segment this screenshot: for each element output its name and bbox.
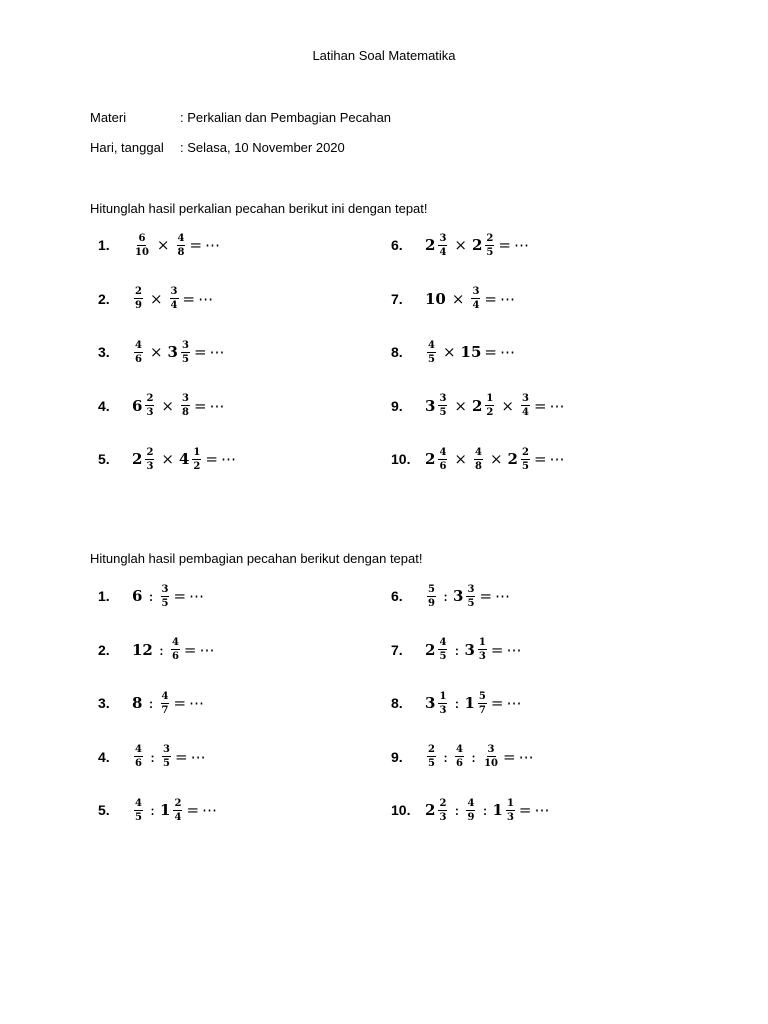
meta-value: : Selasa, 10 November 2020 [180, 140, 345, 155]
answer-ellipsis: ⋯ [220, 450, 237, 468]
numerator: 3 [170, 286, 178, 297]
numerator: 4 [161, 690, 169, 702]
equals-sign: = [193, 396, 207, 415]
meta-label: Materi [90, 110, 127, 125]
fraction [478, 691, 487, 716]
meta-materi [90, 110, 391, 125]
problem-number: 2. [98, 641, 110, 658]
problem-item [98, 630, 215, 670]
fraction [438, 447, 447, 472]
denominator: 5 [428, 353, 435, 365]
whole-number: 4 [178, 450, 190, 468]
denominator: 10 [484, 758, 498, 769]
problem-number: 6. [391, 588, 403, 604]
answer-ellipsis: ⋯ [190, 747, 207, 766]
equals-sign: = [173, 587, 187, 605]
fraction [455, 744, 464, 769]
fraction [134, 744, 143, 769]
whole-number: 15 [460, 343, 482, 361]
denominator: 5 [521, 460, 529, 472]
whole-number: 3 [453, 587, 464, 605]
problem-number: 9. [391, 748, 403, 765]
divide-operator: : [149, 747, 156, 766]
problem-expression [132, 798, 218, 823]
divide-operator: : [442, 587, 449, 605]
denominator: 2 [486, 407, 494, 418]
answer-ellipsis: ⋯ [209, 396, 226, 415]
problem-number: 2. [98, 290, 110, 307]
whole-number: 12 [132, 640, 153, 659]
problem-expression [132, 637, 215, 662]
problem-expression [425, 691, 522, 716]
problem-item [391, 225, 530, 265]
problem-number: 10. [391, 451, 411, 467]
problem-item [98, 225, 221, 265]
whole-number: 8 [132, 694, 143, 712]
answer-ellipsis: ⋯ [549, 450, 566, 468]
denominator: 5 [163, 758, 170, 769]
numerator: 1 [478, 637, 486, 648]
answer-ellipsis: ⋯ [513, 236, 530, 254]
whole-number: 6 [132, 587, 143, 605]
numerator: 4 [171, 637, 179, 648]
multiply-operator: × [454, 396, 467, 415]
problem-expression [132, 691, 205, 716]
numerator: 3 [439, 393, 447, 404]
problem-expression [425, 286, 516, 311]
fraction [177, 233, 186, 258]
problem-item [98, 737, 207, 777]
fraction [466, 584, 475, 609]
fraction [478, 637, 487, 662]
problem-item [391, 386, 566, 426]
problem-item [98, 790, 218, 830]
problem-item [391, 683, 522, 723]
problem-number: 6. [391, 237, 403, 253]
answer-ellipsis: ⋯ [500, 289, 516, 308]
fraction [466, 798, 475, 823]
denominator: 6 [456, 758, 463, 769]
problem-number: 3. [98, 695, 110, 711]
multiply-operator: × [156, 236, 170, 254]
problem-item [98, 683, 205, 723]
denominator: 3 [506, 811, 514, 823]
problem-number: 7. [391, 290, 403, 307]
problem-expression [132, 393, 226, 418]
divide-operator: : [442, 747, 449, 766]
denominator: 4 [174, 811, 182, 823]
equals-sign: = [186, 801, 200, 819]
equals-sign: = [484, 289, 497, 308]
denominator: 5 [181, 353, 189, 365]
denominator: 8 [474, 460, 482, 472]
equals-sign: = [479, 587, 493, 605]
problem-number: 1. [98, 588, 110, 604]
fraction [474, 447, 483, 472]
denominator: 3 [146, 460, 154, 472]
divide-operator: : [454, 801, 460, 819]
denominator: 9 [428, 597, 435, 609]
multiply-operator: × [442, 343, 456, 361]
divide-operator: : [454, 640, 460, 659]
divide-operator: : [158, 640, 164, 659]
problem-number: 3. [98, 344, 110, 360]
multiply-operator: × [454, 236, 467, 254]
fraction [134, 233, 150, 258]
numerator: 6 [138, 232, 146, 244]
numerator: 1 [439, 690, 447, 702]
whole-number: 3 [425, 396, 436, 415]
answer-ellipsis: ⋯ [205, 236, 222, 254]
whole-number: 2 [507, 450, 518, 468]
fraction [134, 340, 143, 365]
equals-sign: = [189, 236, 203, 254]
denominator: 5 [439, 651, 447, 662]
instruction-division: Hitunglah hasil pembagian pecahan berikut dengan tepat! [90, 551, 423, 566]
numerator: 3 [181, 393, 189, 404]
problem-item [391, 439, 566, 479]
numerator: 2 [146, 393, 154, 404]
problem-number: 9. [391, 397, 403, 414]
whole-number: 10 [425, 289, 446, 308]
denominator: 3 [478, 651, 486, 662]
fraction [134, 286, 143, 311]
fraction [506, 798, 515, 823]
answer-ellipsis: ⋯ [495, 587, 512, 605]
denominator: 8 [181, 407, 189, 418]
numerator: 4 [135, 744, 142, 755]
whole-number: 2 [425, 640, 436, 659]
numerator: 2 [174, 797, 182, 809]
multiply-operator: × [161, 396, 174, 415]
multiply-operator: × [451, 289, 465, 308]
meta-value: : Perkalian dan Pembagian Pecahan [180, 110, 392, 125]
meta-date [90, 140, 345, 155]
fraction [438, 233, 447, 258]
whole-number: 2 [425, 236, 436, 254]
fraction [438, 393, 447, 418]
fraction [173, 798, 182, 823]
denominator: 10 [135, 246, 149, 258]
answer-ellipsis: ⋯ [549, 396, 566, 415]
fraction [161, 691, 170, 716]
multiply-operator: × [489, 450, 503, 468]
denominator: 5 [486, 246, 494, 258]
answer-ellipsis: ⋯ [189, 587, 206, 605]
problem-item [391, 737, 535, 777]
page-title: Latihan Soal Matematika [312, 48, 456, 63]
whole-number: 1 [492, 801, 503, 819]
problem-item [98, 279, 214, 319]
problem-expression [425, 393, 566, 418]
numerator: 3 [181, 339, 189, 351]
answer-ellipsis: ⋯ [518, 747, 535, 766]
denominator: 5 [467, 597, 475, 609]
problem-number: 4. [98, 397, 110, 414]
problem-expression [132, 340, 226, 365]
numerator: 5 [428, 583, 435, 595]
fraction [170, 286, 179, 311]
numerator: 1 [506, 797, 514, 809]
numerator: 1 [193, 446, 201, 458]
instruction-multiplication: Hitunglah hasil perkalian pecahan berikut ini dengan tepat! [90, 201, 428, 216]
problem-number: 4. [98, 748, 110, 765]
numerator: 2 [439, 797, 447, 809]
answer-ellipsis: ⋯ [209, 343, 226, 361]
problem-expression [425, 584, 511, 609]
fraction [438, 691, 447, 716]
problem-item [98, 439, 237, 479]
equals-sign: = [484, 343, 497, 361]
whole-number: 1 [464, 694, 475, 712]
whole-number: 6 [132, 396, 143, 415]
fraction [134, 798, 143, 823]
problem-item [98, 332, 226, 372]
whole-number: 1 [160, 801, 171, 819]
numerator: 2 [486, 232, 494, 244]
problem-number: 8. [391, 344, 403, 360]
numerator: 3 [439, 232, 447, 244]
numerator: 3 [161, 583, 169, 595]
fraction [161, 584, 170, 609]
multiply-operator: × [161, 450, 174, 468]
numerator: 3 [472, 286, 480, 297]
fraction [427, 340, 436, 365]
problem-expression [425, 637, 522, 662]
numerator: 4 [135, 339, 142, 351]
denominator: 5 [439, 407, 447, 418]
numerator: 2 [521, 446, 529, 458]
equals-sign: = [205, 450, 218, 468]
whole-number: 3 [464, 640, 475, 659]
equals-sign: = [490, 640, 504, 659]
answer-ellipsis: ⋯ [500, 343, 516, 361]
answer-ellipsis: ⋯ [506, 694, 523, 712]
whole-number: 2 [425, 801, 436, 819]
multiply-operator: × [501, 396, 514, 415]
problem-item [98, 576, 205, 616]
problem-expression [132, 447, 237, 472]
numerator: 3 [487, 744, 495, 755]
numerator: 5 [478, 690, 486, 702]
problem-expression [425, 233, 530, 258]
numerator: 4 [135, 797, 142, 809]
denominator: 2 [193, 460, 201, 472]
numerator: 3 [521, 393, 529, 404]
equals-sign: = [533, 396, 547, 415]
denominator: 5 [428, 758, 435, 769]
denominator: 6 [135, 758, 142, 769]
answer-ellipsis: ⋯ [189, 694, 206, 712]
problem-expression [425, 447, 566, 472]
problem-number: 7. [391, 641, 403, 658]
numerator: 4 [439, 637, 447, 648]
problem-expression [132, 584, 205, 609]
divide-operator: : [149, 801, 156, 819]
divide-operator: : [148, 587, 154, 605]
numerator: 4 [456, 744, 463, 755]
problem-expression [132, 233, 221, 258]
divide-operator: : [454, 694, 460, 712]
equals-sign: = [173, 694, 187, 712]
whole-number: 3 [167, 343, 178, 361]
numerator: 4 [474, 446, 482, 458]
equals-sign: = [183, 640, 197, 659]
denominator: 5 [135, 811, 142, 823]
equals-sign: = [175, 747, 188, 766]
denominator: 3 [439, 704, 447, 716]
denominator: 6 [171, 651, 179, 662]
answer-ellipsis: ⋯ [202, 801, 219, 819]
answer-ellipsis: ⋯ [534, 801, 551, 819]
fraction [438, 637, 447, 662]
problem-item [391, 630, 522, 670]
whole-number: 2 [471, 396, 483, 415]
numerator: 4 [467, 797, 475, 809]
divide-operator: : [148, 694, 154, 712]
fraction [181, 340, 190, 365]
fraction [192, 447, 201, 472]
fraction [181, 393, 190, 418]
fraction [145, 447, 154, 472]
equals-sign: = [533, 450, 547, 468]
answer-ellipsis: ⋯ [506, 640, 523, 659]
problem-item [391, 332, 516, 372]
multiply-operator: × [454, 450, 467, 468]
problem-expression [132, 286, 214, 311]
denominator: 4 [521, 407, 529, 418]
fraction [145, 393, 154, 418]
equals-sign: = [498, 236, 511, 254]
numerator: 3 [163, 744, 170, 755]
problem-number: 10. [391, 802, 411, 818]
equals-sign: = [193, 343, 207, 361]
problem-expression [425, 744, 535, 769]
fraction [427, 584, 436, 609]
denominator: 7 [478, 704, 486, 716]
divide-operator: : [482, 801, 488, 819]
denominator: 3 [439, 811, 447, 823]
numerator: 4 [439, 446, 447, 458]
numerator: 2 [135, 286, 142, 297]
denominator: 6 [135, 353, 142, 365]
denominator: 7 [161, 704, 169, 716]
fraction [171, 637, 180, 662]
fraction [162, 744, 171, 769]
fraction [471, 286, 480, 311]
problem-expression [425, 340, 516, 365]
problem-expression [425, 798, 550, 823]
equals-sign: = [490, 694, 504, 712]
equals-sign: = [182, 289, 196, 308]
numerator: 2 [146, 446, 154, 458]
problem-item [391, 790, 550, 830]
denominator: 9 [135, 300, 142, 311]
multiply-operator: × [149, 289, 163, 308]
fraction [483, 744, 499, 769]
numerator: 4 [428, 339, 435, 351]
equals-sign: = [502, 747, 516, 766]
fraction [485, 233, 494, 258]
numerator: 2 [428, 744, 435, 755]
numerator: 1 [486, 393, 494, 404]
whole-number: 3 [425, 694, 436, 712]
divide-operator: : [471, 747, 477, 766]
denominator: 4 [170, 300, 178, 311]
denominator: 8 [177, 246, 185, 258]
whole-number: 2 [132, 450, 143, 468]
problem-item [391, 279, 516, 319]
problem-number: 5. [98, 451, 110, 467]
whole-number: 2 [425, 450, 436, 468]
denominator: 4 [472, 300, 480, 311]
denominator: 5 [161, 597, 169, 609]
fraction [485, 393, 494, 418]
fraction [521, 447, 530, 472]
denominator: 6 [439, 460, 447, 472]
whole-number: 2 [471, 236, 483, 254]
fraction [438, 798, 447, 823]
problem-item [98, 386, 226, 426]
problem-item [391, 576, 511, 616]
problem-number: 8. [391, 695, 403, 711]
numerator: 4 [177, 232, 185, 244]
fraction [521, 393, 530, 418]
answer-ellipsis: ⋯ [199, 640, 216, 659]
numerator: 3 [467, 583, 475, 595]
fraction [427, 744, 436, 769]
meta-label: Hari, tanggal [90, 140, 164, 155]
problem-number: 1. [98, 237, 110, 253]
denominator: 3 [146, 407, 154, 418]
problem-number: 5. [98, 802, 110, 818]
denominator: 9 [467, 811, 475, 823]
problem-expression [132, 744, 207, 769]
denominator: 4 [439, 246, 447, 258]
multiply-operator: × [149, 343, 163, 361]
equals-sign: = [518, 801, 532, 819]
answer-ellipsis: ⋯ [198, 289, 215, 308]
